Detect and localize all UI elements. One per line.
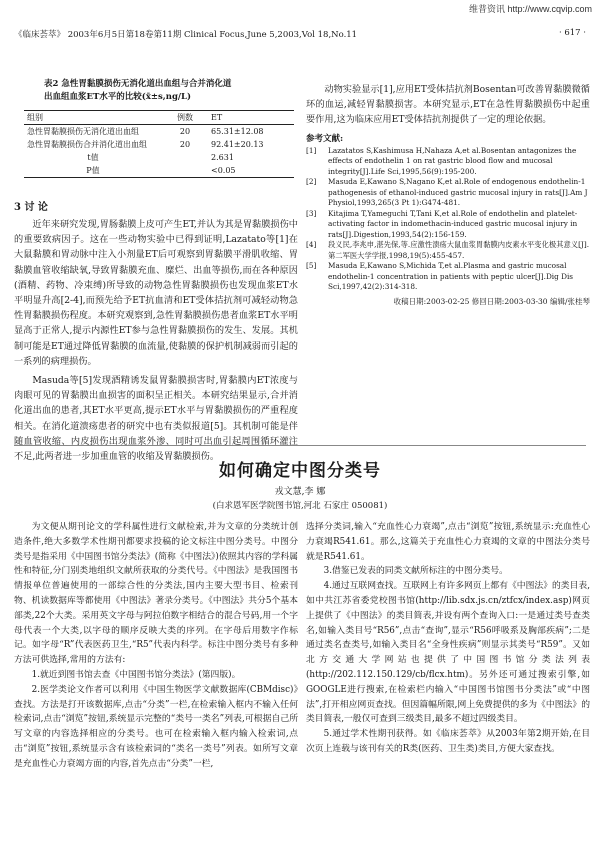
reference-text: Kitajima T,Yameguchi T,Tani K,et al.Role of endothelin and platelet-activating factor in indomethacin-induced gastric mucosal injury in rats[J].Digestion,1993,54(2):156-159. [328, 208, 578, 239]
reference-item [306, 209, 590, 241]
table-row [24, 138, 294, 151]
left-column [14, 78, 298, 464]
table-header-cell: 组别 [27, 113, 43, 122]
table-caption-line2: 出血组血浆ET水平的比较(x̄±s,ng/L) [44, 92, 191, 102]
table-row [24, 164, 294, 178]
article-paragraph: 1.就近到图书馆去查《中国图书馆分类法》(第四版)。 [31, 669, 241, 680]
article-paragraph: 3.借鉴已发表的同类文献所标注的中图分类号。 [323, 566, 508, 577]
table-caption-line1: 表2 急性胃黏膜损伤无消化道出血组与合并消化道 [44, 79, 232, 89]
article-paragraph: 2.医学类论文作者可以利用《中国生物医学文献数据库(CBMdisc)》查找。方法是打开该数据库,点击“分类”一栏,在检索输入框内不输入任何检索词,点击“浏览”按钮,系统显示完整的“类号一类名”列表,可根据自己所写文章的内容选择相应的分类号。也可在检索输入框内输入检索词,点击“浏览”按钮,系统显示含有该检索词的“类名一类号”列表。如所写文章是充血性心力衰竭方面的内容,首先点击“分类”一栏, [14, 684, 298, 769]
reference-number: [5] [306, 261, 317, 271]
reference-item [306, 146, 590, 178]
article-authors: 戎文慧,李 娜 [274, 487, 326, 497]
journal-citation: 《临床荟萃》 2003年6月5日第18卷第11期 Clinical Focus,June 5,2003,Vol 18,No.11 [14, 30, 358, 40]
section-heading: 3 讨 论 [14, 202, 48, 213]
page-number: · 617 · [558, 28, 586, 38]
reference-number: [3] [306, 208, 317, 218]
table-row [24, 125, 294, 139]
table-cell: t值 [87, 153, 99, 162]
reference-number: [2] [306, 177, 317, 187]
table-cell [162, 164, 208, 178]
running-header [14, 28, 586, 42]
table-cell: P值 [86, 166, 100, 175]
discussion-paragraph-3: 动物实验显示[1],应用ET受体拮抗剂Bosentan可改善胃黏膜微循环的血运,减轻胃黏膜损害。本研究显示,ET在急性胃黏膜损伤中起重要作用,这为临床应用ET受体拮抗剂提供了一定的理论依据。 [306, 84, 590, 126]
article-affiliation: (白求恩军医学院图书馆,河北 石家庄 050081) [212, 501, 388, 511]
table-cell: 65.31±12.08 [211, 127, 264, 136]
table-header-cell: 例数 [177, 113, 193, 122]
reference-item [306, 177, 590, 209]
reference-item [306, 261, 590, 293]
discussion-paragraph-2: Masuda等[5]发现酒精诱发鼠胃黏膜损害时,胃黏膜内ET浓度与肉眼可见的胃黏膜出血损害的面积呈正相关。本研究结果显示,合并消化道出血的患者,其ET水平更高,提示ET水平与胃黏膜损伤的严重程度相关。在消化道溃疡患者的研究中也有类似报道[5]。其机制可能是伴随血管收缩、内皮损伤出现血浆外渗、同时可出血引起周围循环灌注不足,此两者进一步加重血管的收缩及胃黏膜损伤。 [14, 375, 298, 463]
table-cell: 2.631 [211, 153, 234, 162]
results-table [24, 110, 294, 178]
article-paragraph: 4.通过互联网查找。互联网上有许多网页上都有《中图法》的类目表,如中共江苏省委党校图书馆(http://lib.sdx.js.cn/ztfcx/index.asp)网页上提供了《中图法》的类目简表,并设有两个查询入口:一是通过类号查类名,如输入类目号“R56”,点击“查询”,显示“R56呼吸系及胸部疾病”;二是通过类名查类号,如输入类目名“全身性疾病”则显示其类号“R59”。又如北方交通大学网站也提供了中国图书馆分类法列表(http://202.112.150.129/cb/flcx.htm)。另外还可通过搜索引擎,如GOOGLE进行搜索,在检索栏内输入“中国图书馆图书分类法”或“中图法”,打开相应网页查找。但因篇幅所限,网上免费提供的多为《中图法》的类目简表,一般仅可查到三级类目,最多不超过四级类目。 [306, 581, 590, 725]
table-header-cell: ET [211, 113, 223, 122]
table-header-row [24, 111, 294, 125]
table-row [24, 151, 294, 164]
section-divider [14, 445, 586, 446]
right-column [306, 78, 590, 307]
reference-number: [1] [306, 145, 317, 155]
reference-text: Lazatatos S,Kashimusa H,Nahaza A,et al.Bosentan antagonizes the effects of endothelin 1 on rat gastric blood flow and mucosal integrity[J].Life Sci,1995,56(9):195-200. [328, 145, 577, 176]
article-right-column [306, 520, 590, 757]
article-paragraph: 5.通过学术性期刊获得。如《临床荟萃》从2003年第2期开始,在目次页上连载与该刊有关的R类(医药、卫生类)类目,方便大家查找。 [306, 729, 590, 754]
article-paragraph: 选择分类词,输入“充血性心力衰竭”,点击“浏览”按钮,系统显示:充血性心力衰竭R541.61。那么,这篇关于充血性心力衰竭的文章的中图法分类号就是R541.61。 [306, 522, 590, 562]
article-left-column [14, 520, 298, 772]
reference-list [306, 146, 590, 293]
reference-text: Masuda E,Kawano S,Michida T,et al.Plasma and gastric mucosal endothelin-1 concentration in patients with peptic ulcer[J].Dig Dis Sci,1997,42(2):314-318. [328, 261, 574, 292]
watermark: 维普资讯 http://www.cqvip.com [468, 4, 592, 14]
article-paragraph: 为文便从期刊论文的学科属性进行文献检索,并为文章的分类统计创造条件,绝大多数学术性期刊都要求投稿的论文标注中图分类号。中图分类号是指采用《中国图书馆分类法》(简称《中图法》)依照其内容的学科属性和特征,分门别类地组织文献所获取的分类代号。《中图法》是我国图书情报单位普遍使用的一部综合性的分类法,国内主要大型书目、检索刊物、机读数据库等都使用《中图法》著录分类号。《中图法》共分5个基本部类,22个大类。采用英文字母与阿拉伯数字相结合的混合号码,用一个字母代表一个大类,以字母的顺序反映大类的序列。在字母后用数字作标记。如字母“R”代表医药卫生,“R5”代表内科学。标注中图分类号有多种方法可供选择,常用的方法有: [14, 522, 298, 666]
table-cell: 20 [179, 127, 191, 136]
reference-text: 段义民,李兆申,湛先保,等.应激性溃疡大鼠血浆胃黏膜内皮素水平变化极其意义[J].第二军医大学学报,1998,19(5):455-457. [328, 240, 590, 260]
reference-item [306, 240, 590, 261]
table-caption [14, 78, 298, 104]
table-cell: <0.05 [211, 166, 236, 175]
table-cell: 急性胃黏膜损伤合并消化道出血组 [27, 140, 147, 149]
received-date: 收稿日期:2003-02-25 修回日期:2003-03-30 编辑/张桂琴 [393, 296, 590, 306]
table-cell: 20 [179, 140, 191, 149]
table-cell: 急性胃黏膜损伤无消化道出血组 [27, 127, 139, 136]
table-cell [162, 151, 208, 164]
article-title: 如何确定中图分类号 [219, 461, 381, 481]
references-heading: 参考文献: [306, 133, 344, 144]
reference-text: Masuda E,Kawano S,Nagano K,et al.Role of endogenous endothelin-1 pathogenesis of ethanol-induced gastric mucosal injury in rats[J].Am J Physiol,1993,265(3 Pt 1):G474-481. [328, 177, 588, 208]
discussion-paragraph-1: 近年来研究发现,胃肠黏膜上皮可产生ET,并认为其是胃黏膜损伤中的重要致病因子。这在一些动物实验中已得到证明,Lazatato等[1]在大鼠黏膜和胃动脉中注入小剂量ET后可观察到胃黏膜平滑肌收缩、胃黏膜血管收缩缺氧,导致胃黏膜充血、糜烂、出血等损伤,而在各种原因(酒精、药物、冷束缚)所导致的动物急性胃黏膜损伤也发现血浆ET水平明显升高[2-4],而预先给予ET抗血清和ET受体拮抗剂可减轻动物急性胃黏膜损伤程度。本研究观察到,急性胃黏膜损伤患者血浆ET水平明显高于正常人,提示内源性ET参与急性胃黏膜损伤的发生、发展。其机制可能是ET通过降低胃黏膜的血流量,使黏膜的保护机制减弱而引起的一系列的病理损伤。 [14, 219, 298, 367]
table-cell: 92.41±20.13 [211, 140, 264, 149]
reference-number: [4] [306, 240, 317, 250]
